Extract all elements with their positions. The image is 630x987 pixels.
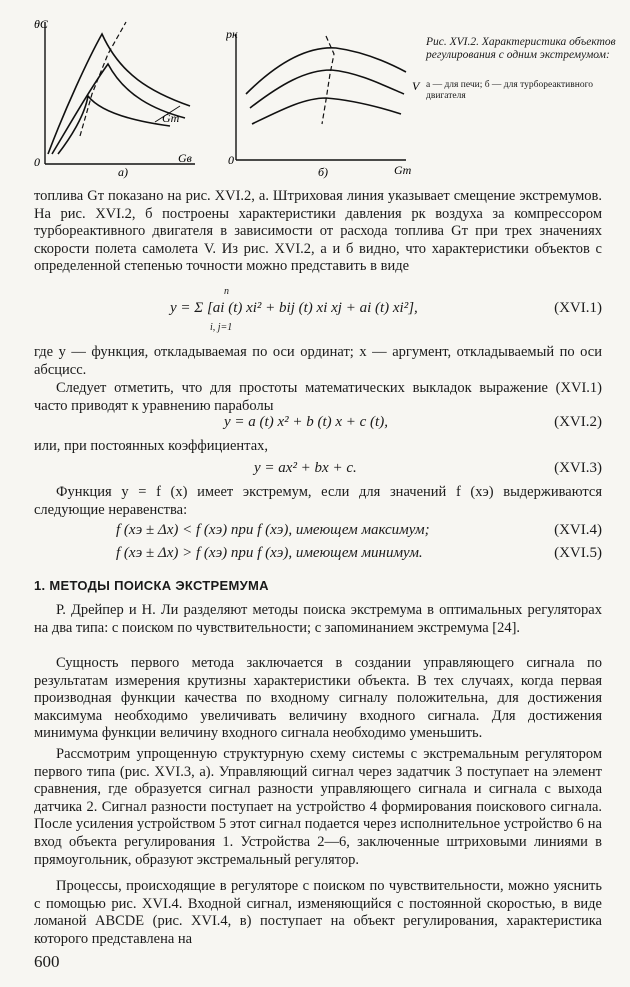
extremum-shift-line <box>80 22 126 136</box>
paragraph-text: Сущность первого метода заключается в создании управляющего сигнала по результатам измерения крутизны характеристики объекта. В тех случаях, когда первая производная функции качества по входному сигналу положительна, для достижения максимума необходимо увеличивать величину входного сигнала. Для достижения минимума функции величину входного сигнала необходимо уменьшить. <box>34 655 602 742</box>
curve-1 <box>48 34 190 154</box>
paragraph-5 <box>34 484 602 519</box>
equation-body: y = Σ [ai (t) xi² + bij (t) xi xj + ai (t) xi²], <box>170 300 418 316</box>
paragraph-3 <box>34 380 602 415</box>
paragraph-text: или, при постоянных коэффициентах, <box>34 438 269 454</box>
paragraph-9 <box>34 878 602 948</box>
origin-label: 0 <box>228 153 234 167</box>
x-axis-label: Gв <box>178 151 192 165</box>
sum-upper-limit: n <box>224 286 229 297</box>
curve-label: Gт <box>162 111 180 125</box>
extremum-shift-line <box>322 36 334 124</box>
equation-number: (XVI.2) <box>554 414 602 430</box>
equation-body: y = ax² + bx + c. <box>254 460 357 476</box>
equation-xvi-2 <box>34 414 602 434</box>
paragraph-text: Р. Дрейпер и Н. Ли разделяют методы поиска экстремума в оптимальных регуляторах на два типа: с поиском по чувствительности; с запоминанием экстремума [24]. <box>34 602 602 636</box>
equation-number: (XVI.5) <box>554 545 602 561</box>
equation-number: (XVI.4) <box>554 522 602 538</box>
paragraph-2 <box>34 344 602 379</box>
equation-xvi-5 <box>34 545 602 565</box>
paragraph-7 <box>34 655 602 743</box>
paragraph-text: где y — функция, откладываемая по оси ординат; x — аргумент, откладываемый по оси абсцисс. <box>34 344 602 378</box>
section-heading: 1. МЕТОДЫ ПОИСКА ЭКСТРЕМУМА <box>34 578 269 593</box>
figure-left-panel <box>30 14 200 184</box>
paragraph-1 <box>34 188 602 276</box>
paragraph-text: Следует отметить, что для простоты математических выкладок выражение (XVI.1) часто приводят к уравнению параболы <box>34 380 602 414</box>
curve-3 <box>58 96 170 154</box>
paragraph-text: Рассмотрим упрощенную структурную схему системы с экстремальным регулятором первого типа (рис. XVI.3, а). Управляющий сигнал через задатчик 3 поступает на элемент сравнения, где образуется сигнал разности управляющего сигнала и сигнала с выхода датчика 2. Сигнал разности поступает на устройство 4 формирования поискового сигнала. После усиления устройством 5 этот сигнал подается через исполнительное устройство 6 на вход объекта регулирования 1. Устройства 2—6, заключенные штриховыми линиями в прямоугольник, образуют экстремальный регулятор. <box>34 746 602 868</box>
paragraph-4 <box>34 438 602 456</box>
figure-caption-note: а — для печи; б — для турбореактивного двигателя <box>426 80 593 101</box>
paragraph-text: топлива Gт показано на рис. XVI.2, а. Штриховая линия указывает смещение экстремумов. На рис. XVI.2, б построены характеристики давления pк воздуха за компрессором турбореактивного двигателя в зависимости от расхода топлива Gт при трех значениях скорости полета самолета V. Из рис. XVI.2, а и б видно, что характеристики объектов с определенной степенью точности можно представить в виде <box>34 188 602 275</box>
x-axis-label: Gт <box>394 163 412 177</box>
equation-body: f (xэ ± Δx) < f (xэ) при f (xэ), имеющем максимум; <box>116 522 430 538</box>
panel-letter: б) <box>318 165 329 179</box>
turbojet-characteristic-chart <box>226 24 421 184</box>
paragraph-8 <box>34 746 602 869</box>
equation-number: (XVI.3) <box>554 460 602 476</box>
furnace-characteristic-chart <box>30 14 200 184</box>
equation-body: f (xэ ± Δx) > f (xэ) при f (xэ), имеющем минимум. <box>116 545 423 561</box>
panel-letter: а) <box>118 165 128 179</box>
paragraph-6 <box>34 602 602 637</box>
figure-caption: Рис. XVI.2. Характеристика объектов регулирования с одним экстремумом: <box>426 36 616 61</box>
paragraph-text: Процессы, происходящие в регуляторе с поиском по чувствительности, можно уяснить с помощью рис. XVI.4. Входной сигнал, изменяющийся с постоянной скоростью, в виде ломаной ABCDE (рис. XVI.4, в) поступает на объект регулирования, характеристика которого представлена на <box>34 878 602 947</box>
page-number: 600 <box>34 952 60 971</box>
sum-lower-limit: i, j=1 <box>210 322 233 333</box>
curve-label: V <box>412 79 420 93</box>
equation-number: (XVI.1) <box>554 300 602 316</box>
paragraph-text: Функция y = f (x) имеет экстремум, если для значений f (xэ) выдерживаются следующие неравенства: <box>34 484 602 518</box>
y-axis-label: pк <box>226 27 238 41</box>
origin-label: 0 <box>34 155 40 169</box>
y-axis-label: θC <box>34 17 48 31</box>
curve-3 <box>252 98 401 124</box>
equation-xvi-3 <box>34 460 602 480</box>
curve-2 <box>250 70 404 108</box>
equation-xvi-4 <box>34 522 602 542</box>
curve-2 <box>52 64 185 154</box>
figure-right-panel <box>226 24 421 184</box>
equation-xvi-1 <box>34 286 602 336</box>
equation-body: y = a (t) x² + b (t) x + c (t), <box>224 414 388 430</box>
